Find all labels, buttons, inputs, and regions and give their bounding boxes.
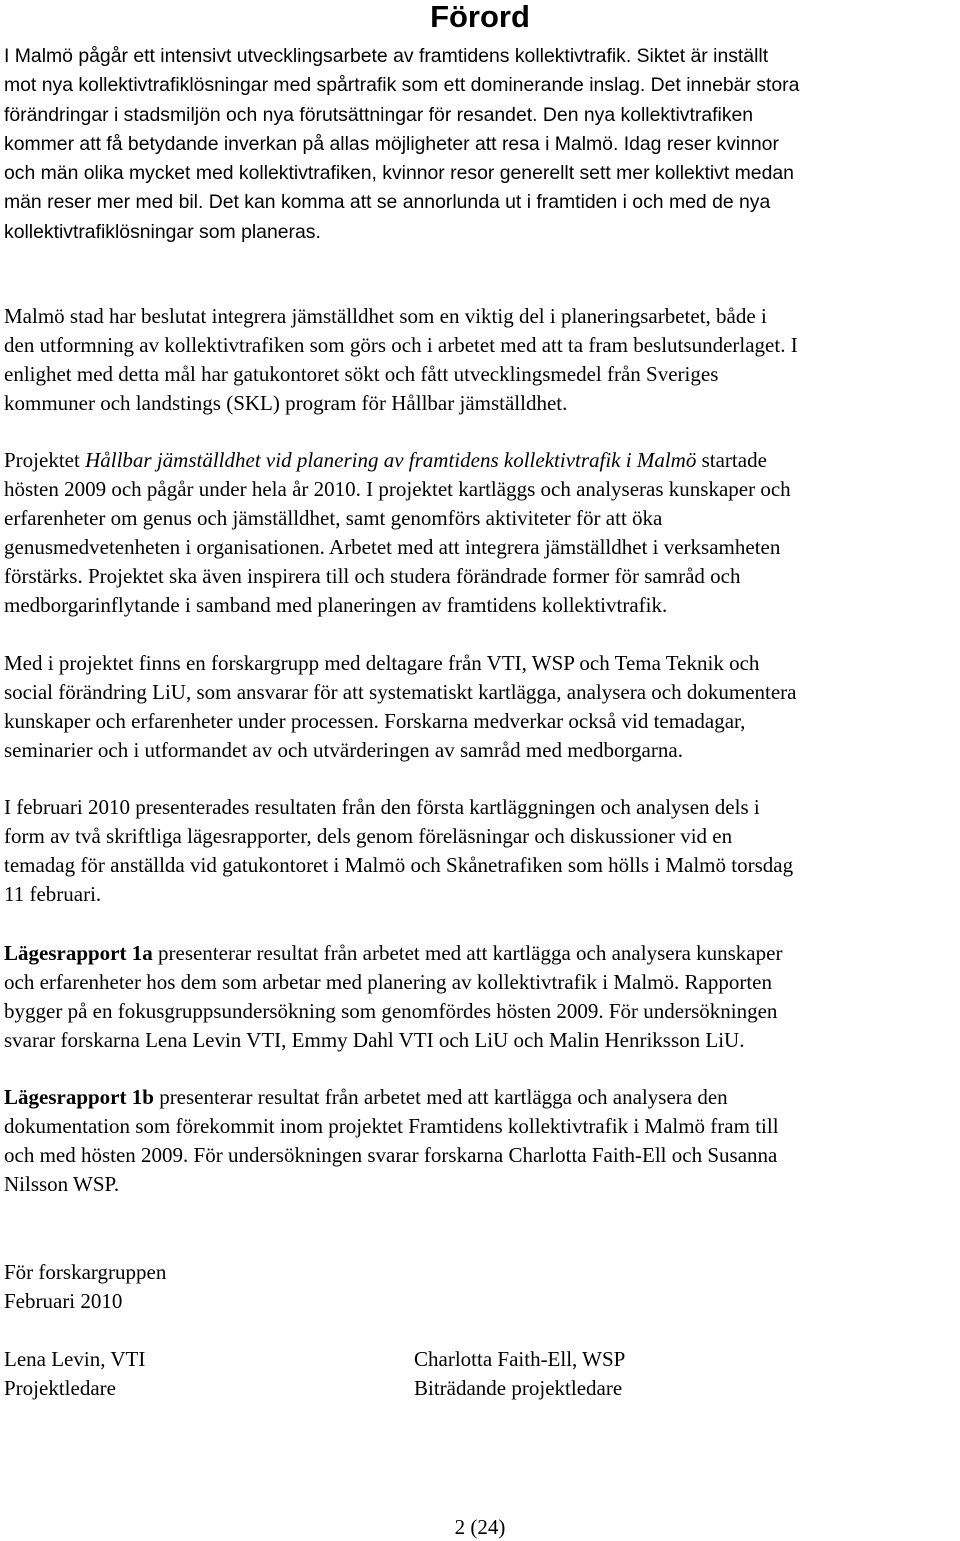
text-line: erfarenheter om genus och jämställdhet, samt genomförs aktiviteter för att öka bbox=[4, 506, 663, 530]
text-line: Nilsson WSP. bbox=[4, 1172, 120, 1196]
paragraph-malmo-stad bbox=[4, 302, 959, 418]
text-segment: presenterar resultat från arbetet med att kartlägga och analysera kunskaper bbox=[152, 941, 783, 965]
paragraph-projektet bbox=[4, 446, 959, 620]
signature-left bbox=[4, 1345, 145, 1403]
text-line: Med i projektet finns en forskargrupp med deltagare från VTI, WSP och Tema Teknik och bbox=[4, 651, 760, 675]
text-line: social förändring LiU, som ansvarar för att systematiskt kartlägga, analysera och dokumentera bbox=[4, 680, 797, 704]
text-line: hösten 2009 och pågår under hela år 2010. I projektet kartläggs och analyseras kunskaper och bbox=[4, 477, 791, 501]
text-line: och män olika mycket med kollektivtrafiken, kvinnor resor generellt sett mer kollektivt medan bbox=[4, 162, 794, 185]
text-line bbox=[4, 1083, 959, 1112]
page-title: Förord bbox=[430, 0, 530, 34]
text-line: förändringar i stadsmiljön och nya förutsättningar för resandet. Den nya kollektivtrafiken bbox=[4, 103, 754, 126]
paragraph-lagesrapport-1a bbox=[4, 939, 959, 1055]
text-segment: Projektet bbox=[4, 448, 86, 472]
text-line bbox=[4, 939, 959, 968]
text-line: I februari 2010 presenterades resultaten från den första kartläggningen och analysen dels i bbox=[4, 795, 760, 819]
text-line: svarar forskarna Lena Levin VTI, Emmy Dahl VTI och LiU och Malin Henriksson LiU. bbox=[4, 1028, 745, 1052]
text-line: temadag för anställda vid gatukontoret i Malmö och Skånetrafiken som hölls i Malmö torsdag bbox=[4, 853, 794, 877]
text-line: kommer att få betydande inverkan på allas möjligheter att resa i Malmö. Idag reser kvinnor bbox=[4, 132, 779, 155]
paragraph-intro bbox=[4, 42, 959, 247]
closing-line: För forskargruppen bbox=[4, 1260, 167, 1284]
text-segment: startade bbox=[696, 448, 767, 472]
page-number: 2 (24) bbox=[454, 1515, 506, 1539]
signature-role: Biträdande projektledare bbox=[414, 1376, 623, 1400]
text-line: Malmö stad har beslutat integrera jämställdhet som en viktig del i planeringsarbetet, både i bbox=[4, 304, 767, 328]
signature-right bbox=[414, 1345, 625, 1403]
text-line: genusmedvetenheten i organisationen. Arbetet med att integrera jämställdhet i verksamheten bbox=[4, 535, 781, 559]
text-line: dokumentation som förekommit inom projektet Framtidens kollektivtrafik i Malmö fram till bbox=[4, 1114, 779, 1138]
text-line: kommuner och landstings (SKL) program för Hållbar jämställdhet. bbox=[4, 391, 568, 415]
text-line: kollektivtrafiklösningar som planeras. bbox=[4, 220, 321, 243]
signature-name: Lena Levin, VTI bbox=[4, 1347, 146, 1371]
text-line: bygger på en fokusgruppsundersökning som genomfördes hösten 2009. För undersökningen bbox=[4, 999, 778, 1023]
closing-date: Februari 2010 bbox=[4, 1289, 123, 1313]
text-line: och erfarenheter hos dem som arbetar med planering av kollektivtrafik i Malmö. Rapporten bbox=[4, 970, 772, 994]
report-title: Lägesrapport 1b bbox=[4, 1085, 154, 1109]
report-title: Lägesrapport 1a bbox=[4, 941, 153, 965]
text-line: och med hösten 2009. För undersökningen svarar forskarna Charlotta Faith-Ell och Susanna bbox=[4, 1143, 778, 1167]
paragraph-forskargrupp bbox=[4, 649, 959, 765]
text-line: medborgarinflytande i samband med planeringen av framtidens kollektivtrafik. bbox=[4, 593, 668, 617]
text-line: kunskaper och erfarenheter under processen. Forskarna medverkar också vid temadagar, bbox=[4, 709, 746, 733]
text-line: den utformning av kollektivtrafiken som görs och i arbetet med att ta fram beslutsunderlaget. I bbox=[4, 333, 798, 357]
text-line: enlighet med detta mål har gatukontoret sökt och fått utvecklingsmedel från Sveriges bbox=[4, 362, 719, 386]
closing-block bbox=[4, 1258, 959, 1316]
text-line: I Malmö pågår ett intensivt utvecklingsarbete av framtidens kollektivtrafik. Siktet är inställt bbox=[4, 45, 769, 67]
text-line: form av två skriftliga lägesrapporter, dels genom föreläsningar och diskussioner vid en bbox=[4, 824, 733, 848]
text-segment: presenterar resultat från arbetet med att kartlägga och analysera den bbox=[153, 1085, 728, 1109]
paragraph-lagesrapport-1b bbox=[4, 1083, 959, 1199]
text-line bbox=[4, 446, 959, 475]
text-line: seminarier och i utformandet av och utvärderingen av samråd med medborgarna. bbox=[4, 738, 683, 762]
text-line: mot nya kollektivtrafiklösningar med spårtrafik som ett dominerande inslag. Det innebär stora bbox=[4, 74, 800, 97]
signature-name: Charlotta Faith-Ell, WSP bbox=[414, 1347, 626, 1371]
text-line: män reser mer med bil. Det kan komma att se annorlunda ut i framtiden i och med de nya bbox=[4, 191, 771, 214]
paragraph-februari bbox=[4, 793, 959, 909]
text-line: förstärks. Projektet ska även inspirera till och studera förändrade former för samråd och bbox=[4, 564, 741, 588]
text-line: 11 februari. bbox=[4, 882, 102, 906]
project-name: Hållbar jämställdhet vid planering av framtidens kollektivtrafik i Malmö bbox=[85, 448, 697, 472]
signature-role: Projektledare bbox=[4, 1376, 116, 1400]
